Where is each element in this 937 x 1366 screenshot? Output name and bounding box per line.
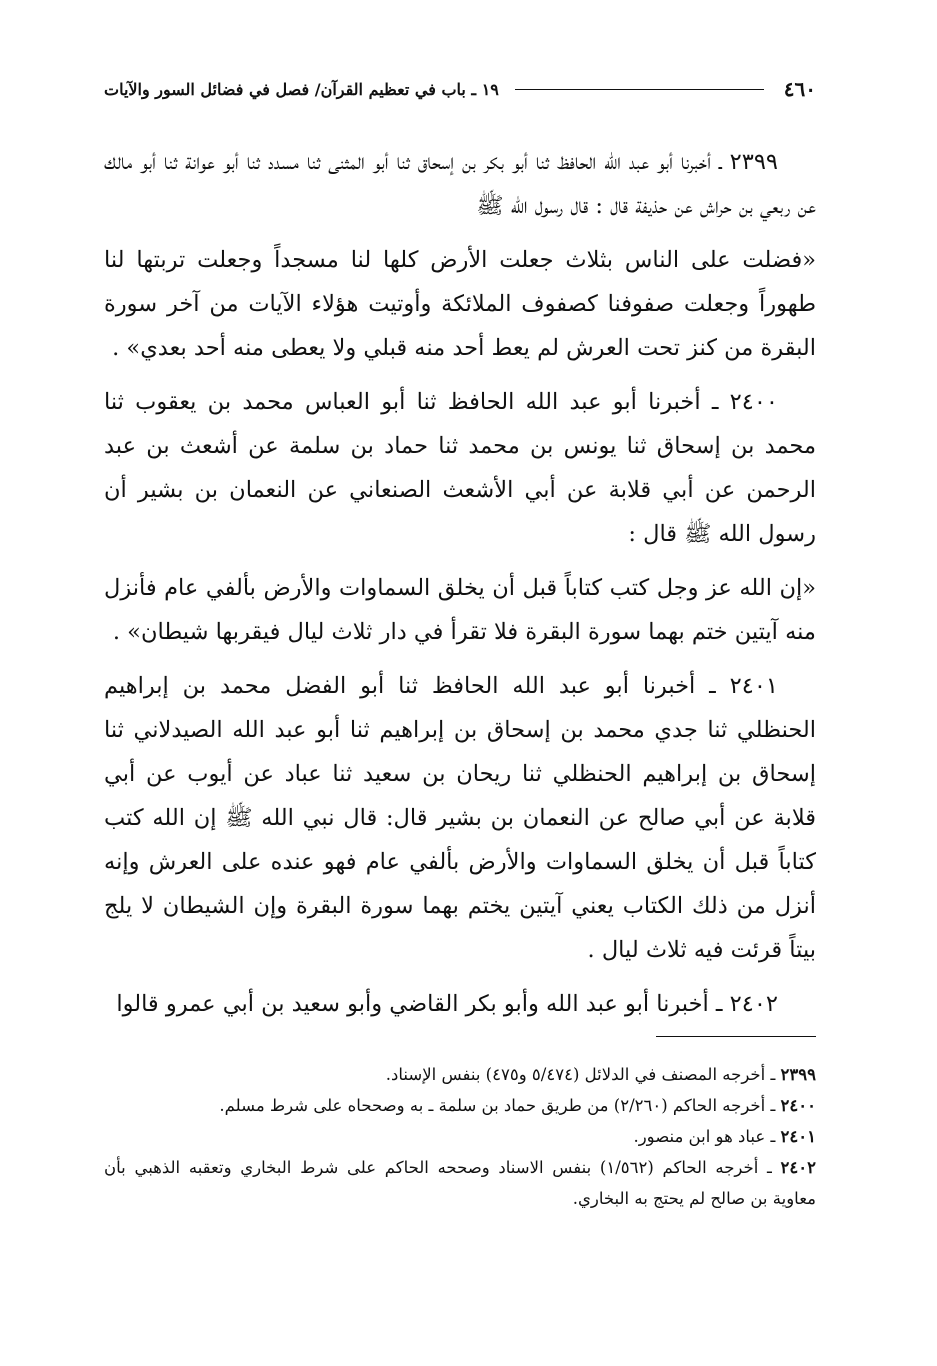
footnote-number: ٢٤٠٢ — [780, 1158, 816, 1177]
hadith-2402-isnad: ٢٤٠٢ ـ أخبرنا أبو عبد الله وأبو بكر القاضي وأبو سعيد بن أبي عمرو قالوا — [116, 991, 778, 1017]
hadith-2400-isnad: ٢٤٠٠ ـ أخبرنا أبو عبد الله الحافظ ثنا أبو العباس محمد بن يعقوب ثنا محمد بن إسحاق ثنا يونس بن محمد ثنا حماد بن سلمة عن أشعث بن عبد الرحمن عن أبي قلابة عن أبي الأشعث الصنعاني عن النعمان بن بشير أن رسول الله ﷺ قال : — [104, 389, 816, 547]
footnote-number: ٢٤٠١ — [780, 1127, 816, 1146]
footnote-number: ٢٣٩٩ — [780, 1065, 816, 1084]
footnote-text: ـ أخرجه الحاكم (١/٥٦٢) بنفس الاسناد وصححه الحاكم على شرط البخاري وتعقبه الذهبي بأن معاوية بن صالح لم يحتج به البخاري. — [104, 1158, 816, 1208]
footnote-text: ـ أخرجه المصنف في الدلائل (٥/٤٧٤ و٤٧٥) بنفس الإسناد. — [385, 1065, 776, 1084]
hadith-2399-matn: «فضلت على الناس بثلاث جعلت الأرض كلها لنا مسجداً وجعلت تربتها لنا طهوراً وجعلت صفوفنا كصفوف الملائكة وأوتيت هؤلاء الآيات من آخر سورة البقرة من كنز تحت العرش لم يعط أحد منه قبلي ولا يعطى منه أحد بعدي» . — [104, 247, 816, 361]
main-text — [104, 140, 816, 1026]
hadith-2400-matn: «إن الله عز وجل كتب كتاباً قبل أن يخلق السماوات والأرض بألفي عام فأنزل منه آيتين ختم بهما سورة البقرة فلا تقرأ في دار ثلاث ليال فيقربها شيطان» . — [104, 575, 816, 645]
page-number: ٤٦٠ — [783, 77, 816, 101]
footnotes — [104, 1059, 816, 1214]
header-rule — [515, 89, 764, 90]
running-header — [104, 72, 816, 106]
footnote-2399 — [104, 1059, 816, 1090]
chapter-title: ١٩ ـ باب في تعظيم القرآن/ فصل في فضائل السور والآيات — [104, 79, 499, 99]
hadith-2399-isnad: ٢٣٩٩ ـ أخبرنا أبو عبد الله الحافظ ثنا أبو بكر بن إسحاق ثنا أبو المثنى ثنا مسدد ثنا أبو عوانة ثنا أبو مالك عن ربعي بن حراش عن حذيفة قال : قال رسول الله ﷺ — [104, 149, 816, 219]
footnote-2402 — [104, 1152, 816, 1214]
book-page — [104, 72, 816, 1214]
hadith-2401: ٢٤٠١ ـ أخبرنا أبو عبد الله الحافظ ثنا أبو الفضل محمد بن إبراهيم الحنظلي ثنا جدي محمد بن إسحاق بن إبراهيم ثنا أبو عبد الله الصيدلاني ثنا إسحاق بن إبراهيم الحنظلي ثنا ريحان بن سعيد ثنا عباد عن أيوب عن أبي قلابة عن أبي صالح عن النعمان بن بشير قال: قال نبي الله ﷺ إن الله كتب كتاباً قبل أن يخلق السماوات والأرض بألفي عام فهو عنده على العرش وإنه أنزل من ذلك الكتاب يعني آيتين يختم بهما سورة البقرة وإن الشيطان لا يلج بيتاً قرئت فيه ثلاث ليال . — [104, 673, 817, 963]
footnote-text: ـ أخرجه الحاكم (٢/٢٦٠) من طريق حماد بن سلمة ـ به وصححاه على شرط مسلم. — [219, 1096, 776, 1115]
footnote-text: ـ عباد هو ابن منصور. — [633, 1127, 776, 1146]
footnote-separator — [656, 1036, 816, 1037]
footnote-number: ٢٤٠٠ — [780, 1096, 816, 1115]
footnote-2400 — [104, 1090, 816, 1121]
footnote-2401 — [104, 1121, 816, 1152]
